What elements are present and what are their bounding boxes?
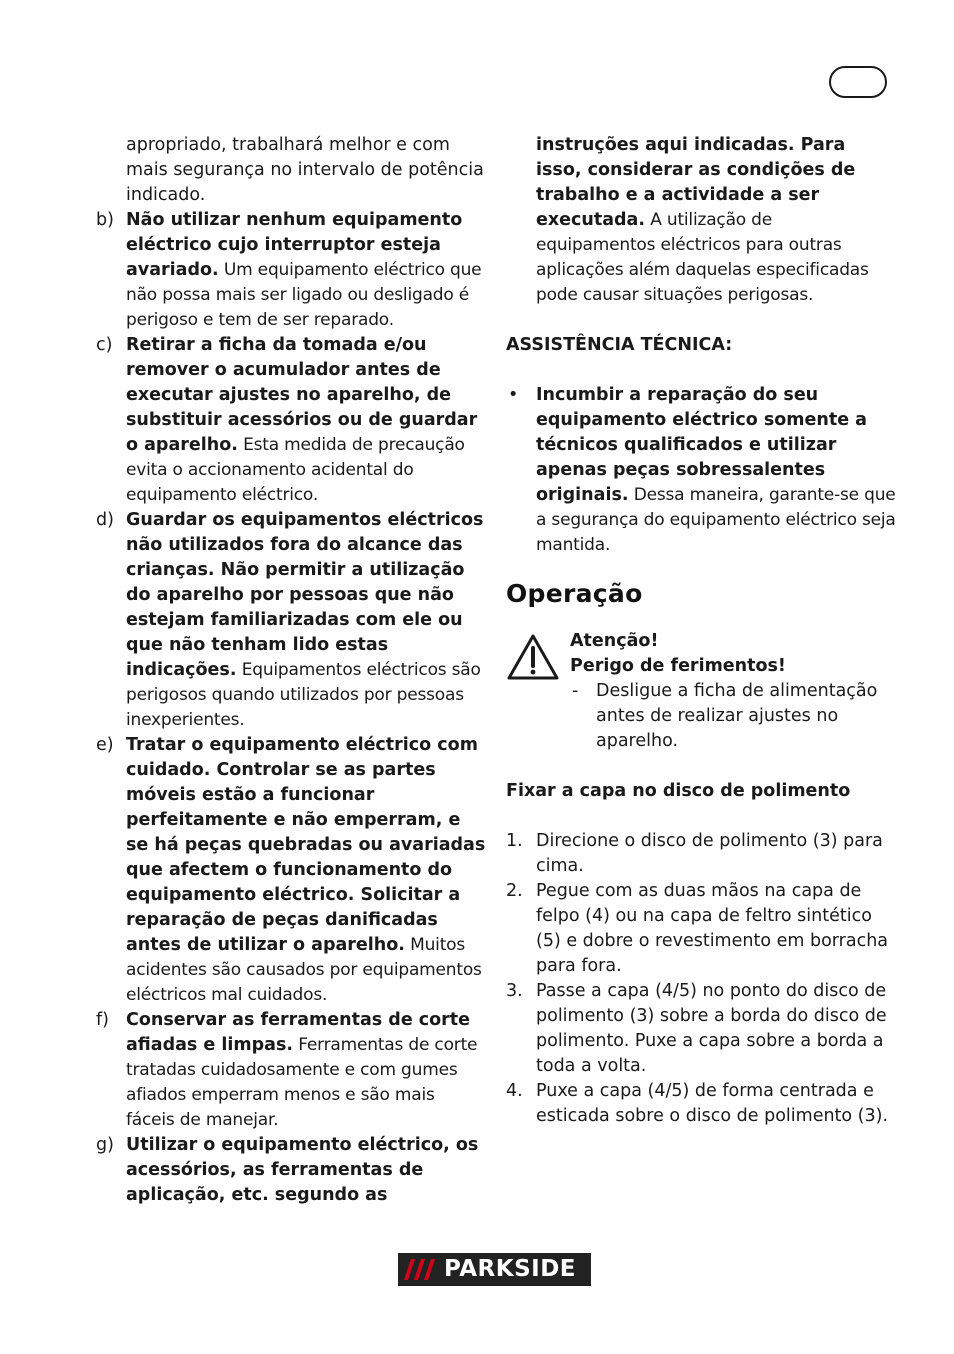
warning-triangle-icon [506,633,560,681]
item-label: f) [96,1010,109,1030]
item-text: Muitos acidentes são causados por equipamentos eléctricos mal cuidados. [126,935,482,1005]
step-text: Puxe a capa (4/5) de forma centrada e esticada sobre o disco de polimento (3). [536,1081,889,1126]
logo-wordmark: PARKSIDE [444,1256,577,1282]
safety-item-b [96,208,488,333]
warning-step [570,679,896,754]
item-label: e) [96,735,114,755]
sub-heading: Fixar a capa no disco de polimento [506,781,851,801]
warning-title: Atenção! [570,631,659,651]
service-heading: ASSISTÊNCIA TÉCNICA: [506,335,733,355]
safety-item-f [96,1008,488,1133]
list-item [506,1079,896,1129]
step-dash: - [572,681,579,701]
item-bold-text: Tratar o equipamento eléctrico com cuidado. Controlar se as partes móveis estão a funcionar perfeitamente e não emperram, e se há peças quebradas ou avariadas que afectem o funcionamento do equipamento eléctrico. Solicitar a reparação de peças danificadas antes de utilizar o aparelho. [126,735,486,955]
service-bullet [506,383,896,558]
step-number: 3. [506,981,523,1001]
bullet-dot: • [508,385,519,405]
continued-paragraph [506,133,896,308]
safety-item-e [96,733,488,1008]
service-bullet-bold: Incumbir a reparação do seu equipamento eléctrico somente a técnicos qualificados e utilizar apenas peças sobressalentes originais. [536,385,867,505]
list-item [506,879,896,979]
safety-item-d [96,508,488,733]
continued-bold-text: instruções aqui indicadas. Para isso, considerar as condições de trabalho e a actividade a ser executada. [536,135,856,230]
step-number: 2. [506,881,523,901]
warning-subtitle: Perigo de ferimentos! [570,656,786,676]
list-item [506,979,896,1079]
left-column [96,133,488,1208]
right-column [506,133,896,1129]
item-label: d) [96,510,114,530]
parkside-logo [398,1253,591,1286]
item-label: g) [96,1135,114,1155]
step-number: 4. [506,1081,523,1101]
logo-stripes-icon [398,1253,442,1286]
step-text: Direcione o disco de polimento (3) para cima. [536,831,883,876]
safety-item-g [96,1133,488,1208]
item-bold-text: Guardar os equipamentos eléctricos não utilizados fora do alcance das crianças. Não permitir a utilização do aparelho por pessoas que não estejam familiarizadas com ele ou que não tenham lido estas indicações. [126,510,484,680]
list-item [506,829,896,879]
step-text: Pegue com as duas mãos na capa de felpo (4) ou na capa de feltro sintético (5) e dobre o revestimento em borracha para fora. [536,881,889,976]
continued-text: A utilização de equipamentos eléctricos para outras aplicações além daquelas especificadas pode causar situações perigosas. [536,210,869,305]
item-bold-text: Conservar as ferramentas de corte afiadas e limpas. [126,1010,471,1055]
step-number: 1. [506,831,523,851]
intro-paragraph: apropriado, trabalhará melhor e com mais segurança no intervalo de potência indicado. [126,135,484,205]
steps-list [506,829,896,1129]
item-label: b) [96,210,114,230]
item-label: c) [96,335,113,355]
warning-step-text: Desligue a ficha de alimentação antes de realizar ajustes no aparelho. [596,681,878,751]
item-bold-text: Não utilizar nenhum equipamento eléctrico cujo interruptor esteja avariado. [126,210,463,280]
section-title: Operação [506,579,643,608]
item-text: Ferramentas de corte tratadas cuidadosamente e com gumes afiados emperram menos e são mais fáceis de manejar. [126,1035,478,1130]
safety-item-c [96,333,488,508]
step-text: Passe a capa (4/5) no ponto do disco de polimento (3) sobre a borda do disco de polimento. Puxe a capa sobre a borda a toda a volta. [536,981,887,1076]
item-bold-text: Utilizar o equipamento eléctrico, os acessórios, as ferramentas de aplicação, etc. segundo as [126,1135,479,1205]
language-badge [829,66,887,98]
item-text: Um equipamento eléctrico que não possa mais ser ligado ou desligado é perigoso e tem de ser reparado. [126,260,482,330]
item-bold-text: Retirar a ficha da tomada e/ou remover o acumulador antes de executar ajustes no aparelho, de substituir acessórios ou de guardar o aparelho. [126,335,478,455]
warning-block [506,629,896,754]
item-text: Esta medida de precaução evita o accionamento acidental do equipamento eléctrico. [126,435,465,505]
service-bullet-text: Dessa maneira, garante-se que a segurança do equipamento eléctrico seja mantida. [536,485,896,555]
item-text: Equipamentos eléctricos são perigosos quando utilizados por pessoas inexperientes. [126,660,481,730]
